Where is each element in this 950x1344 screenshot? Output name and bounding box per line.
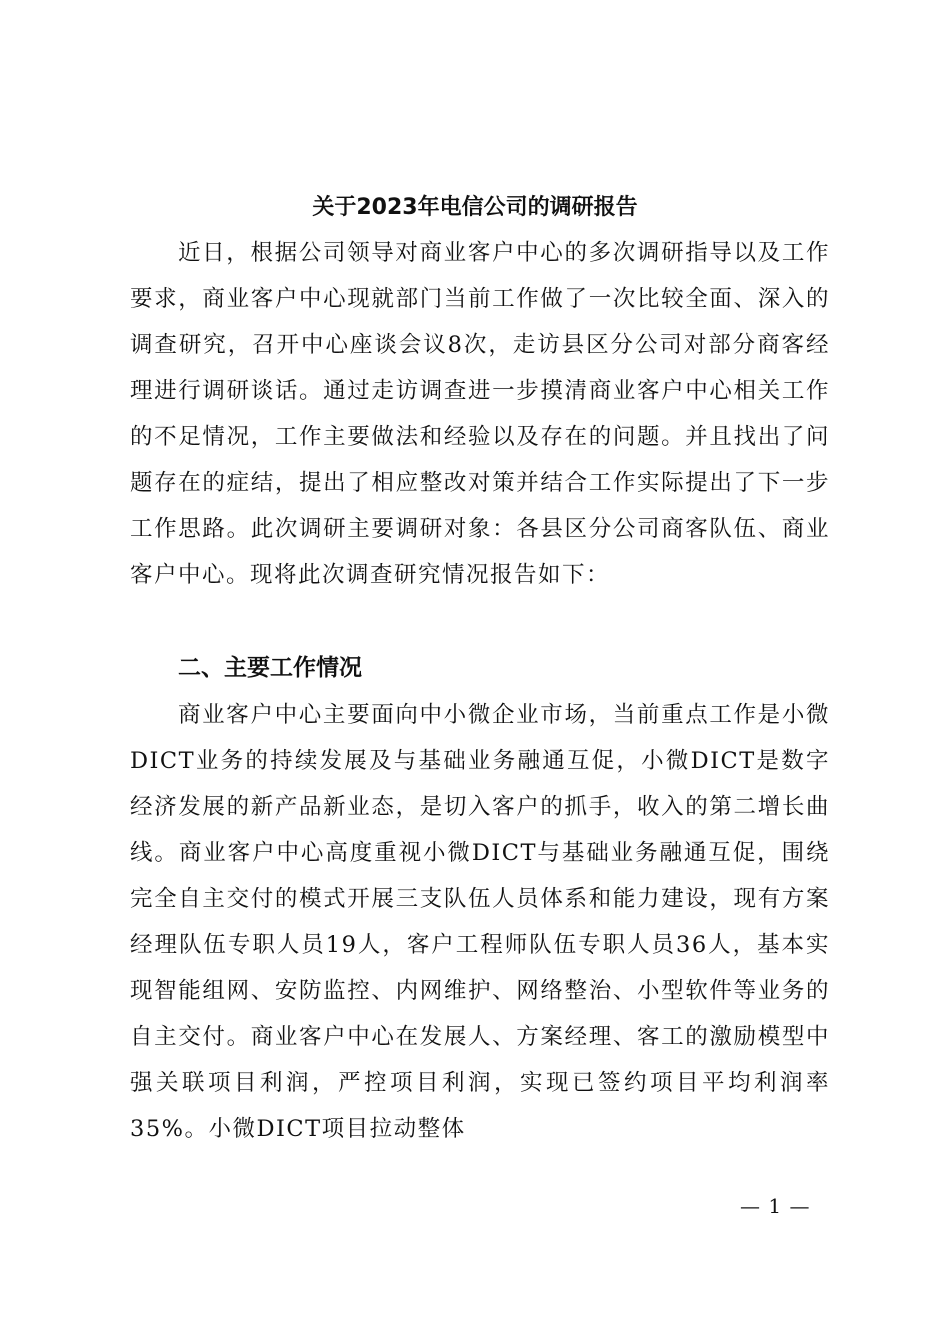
work-situation-paragraph: 商业客户中心主要面向中小微企业市场，当前重点工作是小微DICT业务的持续发展及与基础业务融通互促，小微DICT是数字经济发展的新产品新业态，是切入客户的抓手，收入的第二增长曲线。商业客户中心高度重视小微DICT与基础业务融通互促，围绕完全自主交付的模式开展三支队伍人员体系和能力建设，现有方案经理队伍专职人员19人，客户工程师队伍专职人员36人，基本实现智能组网、安防监控、内网维护、网络整治、小型软件等业务的自主交付。商业客户中心在发展人、方案经理、客工的激励模型中强关联项目利润，严控项目利润，实现已签约项目平均利润率35%。小微DICT项目拉动整体 — [130, 702, 830, 1142]
document-title: 关于2023年电信公司的调研报告 — [312, 195, 638, 220]
section-heading: 二、主要工作情况 — [178, 655, 362, 681]
page-number: — 1 — — [740, 1194, 811, 1218]
intro-paragraph: 近日，根据公司领导对商业客户中心的多次调研指导以及工作要求，商业客户中心现就部门当前工作做了一次比较全面、深入的调查研究，召开中心座谈会议8次，走访县区分公司对部分商客经理进行调研谈话。通过走访调查进一步摸清商业客户中心相关工作的不足情况，工作主要做法和经验以及存在的问题。并且找出了问题存在的症结，提出了相应整改对策并结合工作实际提出了下一步工作思路。此次调研主要调研对象：各县区分公司商客队伍、商业客户中心。现将此次调查研究情况报告如下： — [130, 240, 830, 588]
